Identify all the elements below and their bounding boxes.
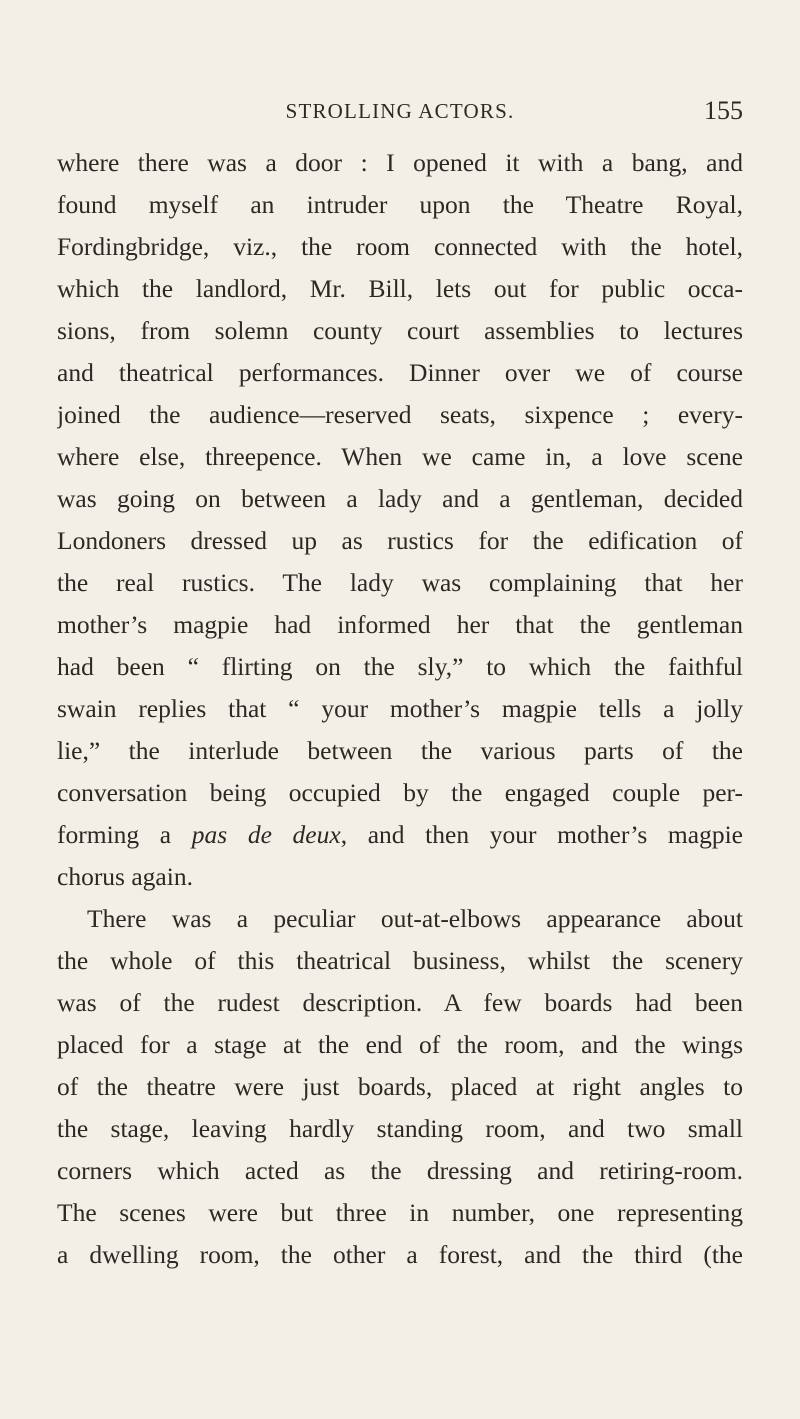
text-line: the stage, leaving hardly standing room, and two small [57, 1114, 743, 1143]
text-line: found myself an intruder upon the Theatre Royal, [57, 190, 743, 219]
line-text-before-italic: forming a [57, 820, 192, 849]
text-line: placed for a stage at the end of the room, and the wings [57, 1030, 743, 1059]
text-line: where there was a door : I opened it with a bang, and [57, 148, 743, 177]
text-line: corners which acted as the dressing and retiring-room. [57, 1156, 743, 1185]
text-line: was of the rudest description. A few boards had been [57, 988, 743, 1017]
line-text-after-italic: , and then your mother’s magpie [340, 820, 743, 849]
text-line: mother’s magpie had informed her that the gentleman [57, 610, 743, 639]
text-line: which the landlord, Mr. Bill, lets out for public occa- [57, 274, 743, 303]
text-line: the real rustics. The lady was complaining that her [57, 568, 743, 597]
text-line: the whole of this theatrical business, whilst the scenery [57, 946, 743, 975]
text-line: joined the audience—reserved seats, sixpence ; every- [57, 400, 743, 429]
page-number: 155 [704, 96, 743, 125]
text-line: had been “ flirting on the sly,” to which the faithful [57, 652, 743, 681]
text-line: and theatrical performances. Dinner over we of course [57, 358, 743, 387]
body-text [57, 142, 743, 1276]
text-line: The scenes were but three in number, one representing [57, 1198, 743, 1227]
page-header [57, 94, 743, 128]
italic-phrase: pas de deux [191, 820, 341, 849]
running-head: STROLLING ACTORS. [285, 99, 515, 123]
text-line: swain replies that “ your mother’s magpie tells a jolly [57, 694, 743, 723]
text-line: of the theatre were just boards, placed at right angles to [57, 1072, 743, 1101]
text-line: lie,” the interlude between the various parts of the [57, 736, 743, 765]
text-line: sions, from solemn county court assemblies to lectures [57, 316, 743, 345]
text-line: where else, threepence. When we came in, a love scene [57, 442, 743, 471]
text-line: was going on between a lady and a gentleman, decided [57, 484, 743, 513]
paragraph-end-line: chorus again. [57, 862, 193, 891]
text-line-with-italic [57, 814, 743, 856]
text-line: Londoners dressed up as rustics for the edification of [57, 526, 743, 555]
text-line: conversation being occupied by the engaged couple per- [57, 778, 743, 807]
text-line: a dwelling room, the other a forest, and the third (the [57, 1240, 743, 1269]
text-line: Fordingbridge, viz., the room connected with the hotel, [57, 232, 743, 261]
paragraph-start-line: There was a peculiar out-at-elbows appearance about [87, 904, 743, 933]
